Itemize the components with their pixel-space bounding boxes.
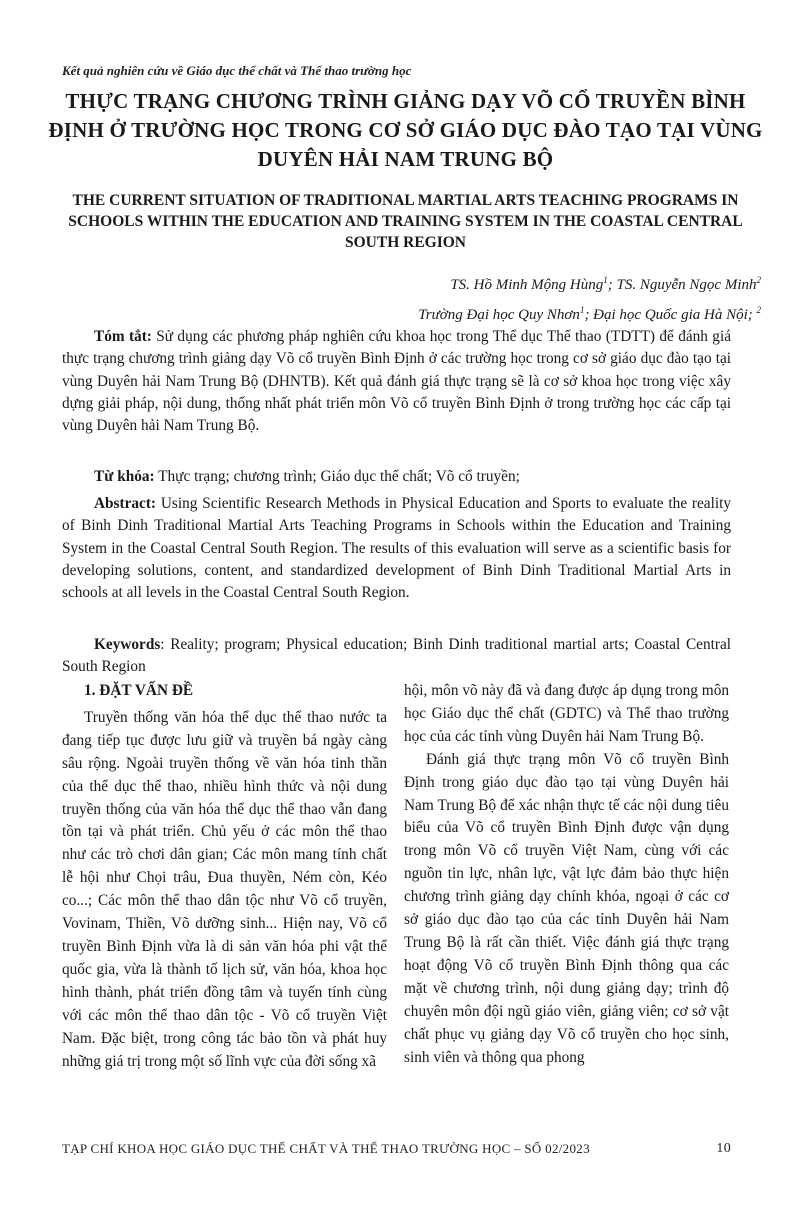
- summary-text: Sử dụng các phương pháp nghiên cứu khoa học trong Thể dục Thể thao (TDTT) để đánh giá thực trạng chương trình giảng dạy Võ cổ truyền Bình Định ở các trường học trong cơ sở giáo dục đào tạo tại vùng Duyên hải Nam Trung Bộ (DHNTB). Kết quả đánh giá thực trạng sẽ là cơ sở khoa học trong việc xây dựng giải pháp, nội dung, thống nhất phát triển môn Võ cổ truyền Bình Định ở trong trường học các cấp tại vùng Duyên hải Nam Trung Bộ.: [62, 328, 731, 435]
- author-line: [161, 268, 761, 298]
- keywords-en-label: Keywords: [94, 636, 161, 653]
- column-right: [404, 680, 729, 1069]
- section-heading: 1. ĐẶT VẤN ĐỀ: [84, 682, 194, 699]
- abstract-text: Using Scientific Research Methods in Physical Education and Sports to evaluate the reality of Binh Dinh Traditional Martial Arts Teaching Programs in Schools within the Education and Training System in the Coastal Central South Region. The results of this evaluation will serve as a scientific basis for developing solutions, content, and standardized development of Binh Dinh Traditional Martial Arts in schools at all levels in the Coastal Central South Region.: [62, 495, 731, 602]
- summary-label: Tóm tắt:: [94, 328, 152, 345]
- body-paragraph: Đánh giá thực trạng môn Võ cổ truyền Bình Định trong giáo dục đào tạo tại vùng Duyên hải Nam Trung Bộ để xác nhận thực tế các nội dung tiêu biểu của Võ cổ truyền Bình Định được vận dụng trong môn Võ cổ truyền Việt Nam, cùng với các nguồn tin lực, nhân lực, vật lực đảm bảo thực hiện chương trình giảng dạy chính khóa, ngoại ở các cơ sở giáo dục đào tạo của các tỉnh Duyên hải Nam Trung Bộ là rất cần thiết. Việc đánh giá thực trạng hoạt động Võ cổ truyền Bình Định thông qua các mặt về chương trình, nội dung giảng dạy; trình độ chuyên môn đội ngũ giáo viên, giảng viên; cơ sở vật chất phục vụ giảng dạy Võ cổ truyền cho học sinh, sinh viên và thông qua phong: [404, 750, 729, 1066]
- affiliation-1: Trường Đại học Quy Nhơn: [418, 307, 580, 323]
- keywords-vi-label: Từ khóa:: [94, 468, 155, 485]
- authors-block: [161, 268, 761, 328]
- body-paragraph: Truyền thống văn hóa thể dục thể thao nước ta đang tiếp tục được lưu giữ và truyền bá ngày càng sâu rộng. Ngoài truyền thống về văn hóa tinh thần của thể dục thể thao, nhiều hình thức và nội dung truyền thống của văn hóa thể dục thể thao vẫn đang tồn tại và phát triển. Chủ yếu ở các môn thể thao như các trò chơi dân gian; Các môn mang tính chất lễ hội như Chọi trâu, Đua thuyền, Ném còn, Kéo co...; Các môn thể thao dân tộc như Võ cổ truyền, Vovinam, Thiền, Võ dưỡng sinh... Hiện nay, Võ cổ truyền Bình Định vừa là di sản văn hóa phi vật thể quốc gia, vừa là thành tố lịch sử, văn hóa, khoa học hình thành, phát triển đồng tâm và tuyến tính cùng với các môn thể thao dân tộc - Võ cổ truyền Việt Nam. Đặc biệt, trong công tác bảo tồn và phát huy những giá trị trong một số lĩnh vực của đời sống xã: [62, 708, 387, 1070]
- keywords-english: [62, 634, 731, 679]
- affiliation-2: ; Đại học Quốc gia Hà Nội;: [584, 307, 757, 323]
- abstract-label: Abstract:: [94, 495, 157, 512]
- author-2-sup: 2: [756, 275, 761, 285]
- keywords-vi-text: Thực trạng; chương trình; Giáo dục thể chất; Võ cổ truyền;: [154, 468, 520, 485]
- author-separator: ;: [607, 277, 617, 293]
- running-head: Kết quả nghiên cứu về Giáo dục thể chất và Thể thao trường học: [62, 63, 412, 78]
- abstract-english: [62, 493, 731, 604]
- title-vietnamese: THỰC TRẠNG CHƯƠNG TRÌNH GIẢNG DẠY VÕ CỔ TRUYỀN BÌNH ĐỊNH Ở TRƯỜNG HỌC TRONG CƠ SỞ GIÁO DỤC ĐÀO TẠO TẠI VÙNG DUYÊN HẢI NAM TRUNG BỘ: [48, 89, 763, 171]
- summary-vietnamese: [62, 326, 731, 437]
- author-2: TS. Nguyễn Ngọc Minh: [616, 277, 757, 293]
- journal-name: TẠP CHÍ KHOA HỌC GIÁO DỤC THỂ CHẤT VÀ THỂ THAO TRƯỜNG HỌC – SỐ 02/2023: [62, 1141, 590, 1156]
- author-1: TS. Hồ Minh Mộng Hùng: [450, 277, 604, 293]
- body-paragraph: hội, môn võ này đã và đang được áp dụng trong môn học Giáo dục thể chất (GDTC) và Thể thao trường học của các tỉnh vùng Duyên hải Nam Trung Bộ.: [404, 682, 729, 745]
- author-1-sup: 1: [603, 275, 608, 285]
- title-english: THE CURRENT SITUATION OF TRADITIONAL MARTIAL ARTS TEACHING PROGRAMS IN SCHOOLS WITHIN THE EDUCATION AND TRAINING SYSTEM IN THE COASTAL CENTRAL SOUTH REGION: [68, 192, 743, 251]
- keywords-vietnamese: [62, 466, 731, 488]
- affiliation-1-sup: 1: [579, 305, 585, 315]
- page-number: 10: [716, 1141, 731, 1156]
- affiliation-line: [161, 298, 761, 328]
- column-left: [62, 680, 387, 1073]
- keywords-en-text: : Reality; program; Physical education; Binh Dinh traditional martial arts; Coastal Central South Region: [62, 636, 731, 676]
- page-footer: [62, 1141, 731, 1157]
- affiliation-2-sup: 2: [756, 305, 761, 315]
